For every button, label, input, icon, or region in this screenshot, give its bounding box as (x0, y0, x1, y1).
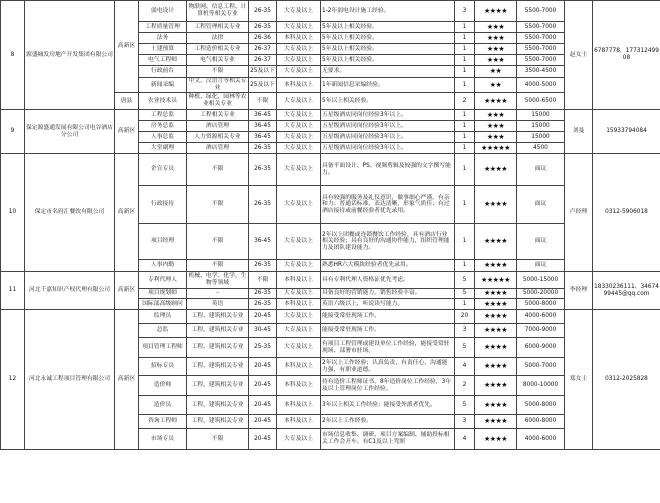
job-title: 工程质量管理 (139, 22, 187, 33)
company-number: 10 (1, 154, 25, 272)
job-major: 工程相关专业 (187, 110, 249, 121)
job-age: 25及以下 (249, 78, 277, 93)
job-age: 20-45 (249, 376, 277, 396)
job-rating: ★★★ (475, 44, 517, 55)
job-requirement: 五星级酒店同岗位经验3年以上。 (321, 110, 455, 121)
district: 高新区 (115, 110, 139, 154)
job-headcount: 1 (455, 132, 475, 143)
job-rating: ★★★★ (475, 415, 517, 429)
job-requirement: 5年及以上相关经验。 (321, 22, 455, 33)
job-rating: ★★★ (475, 132, 517, 143)
job-headcount: 5 (455, 289, 475, 299)
company-name: 源盛城发房地产开发集团有限公司 (25, 1, 115, 110)
table-row (1, 154, 660, 186)
job-salary: 6000-9000 (517, 338, 565, 358)
job-rating: ★★★★ (475, 224, 517, 260)
table-body (1, 1, 660, 450)
job-title: 工程总监 (139, 110, 187, 121)
job-requirement: 具有较强的服务及礼仪意识，做事细心严谨，有亲和力；普通话标准，表达清晰，形象气质佳；有过酒店接待或前餐经验者优先录用。 (321, 186, 455, 224)
job-salary: 5500-7000 (517, 44, 565, 55)
job-age: 26-37 (249, 55, 277, 66)
job-requirement: 具备平面设计、PS、视频剪辑及较强的文字撰写能力。 (321, 154, 455, 186)
job-major: 工程管理相关专业 (187, 22, 249, 33)
job-title: 项目规划师 (139, 289, 187, 299)
job-title: 人事内勤 (139, 260, 187, 272)
job-age: 26-35 (249, 289, 277, 299)
job-education: 大专及以上 (277, 186, 321, 224)
job-requirement: 能接受常驻现场工作。 (321, 310, 455, 324)
job-title: 造价员 (139, 396, 187, 415)
job-education: 本科及以上 (277, 415, 321, 429)
job-major: 工程造价相关专业 (187, 44, 249, 55)
job-education: 大专及以上 (277, 121, 321, 132)
job-requirement: 5年及以上相关经验。 (321, 33, 455, 44)
contact-person: 卢经理 (565, 154, 593, 272)
job-salary: 3500-4500 (517, 66, 565, 78)
job-rating: ★★★★ (475, 324, 517, 338)
job-rating: ★★★★ (475, 310, 517, 324)
job-requirement: 3年以上相关工作经验；能接受外派者优先。 (321, 396, 455, 415)
job-title: 项目经理 (139, 224, 187, 260)
job-rating: ★★★ (475, 110, 517, 121)
job-major: - (187, 289, 249, 299)
job-requirement: 五星级酒店同岗位经验3年以上。 (321, 132, 455, 143)
job-education: 本科及以上 (277, 299, 321, 310)
job-headcount: 2 (455, 93, 475, 110)
job-headcount: 1 (455, 299, 475, 310)
job-age: 不限 (249, 93, 277, 110)
job-rating: ★★★★ (475, 260, 517, 272)
job-major: 工程、建筑相关专业 (187, 415, 249, 429)
job-requirement: 1-2年弱电设计施工经验。 (321, 1, 455, 22)
job-age: 26-36 (249, 33, 277, 44)
job-requirement: 有项目工程管理或建设单位工作经验，能接受常驻现场、部署市驻场。 (321, 338, 455, 358)
job-headcount: 1 (455, 55, 475, 66)
job-headcount: 1 (455, 110, 475, 121)
job-headcount: 2 (455, 376, 475, 396)
job-age: 20-45 (249, 396, 277, 415)
job-salary: 面议 (517, 224, 565, 260)
job-requirement: 5年以上相关经验。 (321, 93, 455, 110)
job-salary: 15000 (517, 132, 565, 143)
job-major: 工程、建筑相关专业 (187, 324, 249, 338)
job-education: 大专及以上 (277, 224, 321, 260)
table-row (1, 1, 660, 22)
job-major: 电气相关专业 (187, 55, 249, 66)
job-headcount: 5 (455, 396, 475, 415)
job-requirement: 具备良好的营销能力，销售经验丰富。 (321, 289, 455, 299)
job-education: 本科及以上 (277, 376, 321, 396)
job-age: 25-35 (249, 338, 277, 358)
contact-phone: 15933794084 (593, 110, 660, 154)
job-headcount: 1 (455, 44, 475, 55)
district: 高新区 (115, 272, 139, 310)
job-rating: ★★★ (475, 22, 517, 33)
company-number: 8 (1, 1, 25, 110)
job-major: 物联网、信息工程、计算机等相关专业 (187, 1, 249, 22)
job-major: 不限 (187, 224, 249, 260)
job-requirement: 2年以上团餐或连锁餐饮工作经验，具有酒店行业相关经验；具有良好的沟通协作能力，组织管理能力及团队建设能力。 (321, 224, 455, 260)
job-rating: ★★★ (475, 121, 517, 132)
job-age: 20-45 (249, 310, 277, 324)
job-salary: 面议 (517, 154, 565, 186)
job-requirement: 具有专利代理人资格证优先考虑。 (321, 272, 455, 289)
job-rating: ★★ (475, 78, 517, 93)
job-major: 英语 (187, 299, 249, 310)
job-education: 本科及以上 (277, 33, 321, 44)
job-requirement: 五星级酒店同岗位经验3年以上。 (321, 143, 455, 154)
job-salary: 4000-5000 (517, 78, 565, 93)
job-title: 人事总监 (139, 132, 187, 143)
company-name: 河北永诚工程项目管理有限公司 (25, 310, 115, 450)
job-salary: 5000-20000 (517, 289, 565, 299)
job-title: 招标专员 (139, 358, 187, 376)
job-headcount: 3 (455, 1, 475, 22)
job-title: 弱电设计 (139, 1, 187, 22)
job-age: 30-45 (249, 324, 277, 338)
job-title: 总监 (139, 324, 187, 338)
job-title: 监理员 (139, 310, 187, 324)
contact-phone: 0312-2025828 (593, 310, 660, 450)
job-title: 新闻采编 (139, 78, 187, 93)
job-rating: ★★★★ (475, 1, 517, 22)
job-rating: ★★ (475, 66, 517, 78)
job-salary: 5500-7000 (517, 1, 565, 22)
job-requirement: 无要求。 (321, 66, 455, 78)
job-title: 法务 (139, 33, 187, 44)
job-requirement: 英语六级以上，听说读写能力。 (321, 299, 455, 310)
job-salary: 6000-8000 (517, 415, 565, 429)
job-education: 大专及以上 (277, 310, 321, 324)
job-title: 国际部高级顾问 (139, 299, 187, 310)
job-headcount: 3 (455, 324, 475, 338)
job-major: 酒店管理 (187, 143, 249, 154)
job-education: 大专及以上 (277, 289, 321, 299)
job-rating: ★★★★ (475, 289, 517, 299)
district: 高新区 (115, 1, 139, 93)
job-headcount: 5 (455, 338, 475, 358)
job-salary: 5500-7000 (517, 22, 565, 33)
job-title: 房务总监 (139, 121, 187, 132)
table-row (1, 110, 660, 121)
contact-person: 刘曼 (565, 110, 593, 154)
job-headcount: 1 (455, 22, 475, 33)
job-requirement: 能接受常驻现场工作。 (321, 324, 455, 338)
job-education: 大专及以上 (277, 22, 321, 33)
job-education: 大专及以上 (277, 260, 321, 272)
job-rating: ★★★★ (475, 154, 517, 186)
job-headcount: 1 (455, 143, 475, 154)
job-major: 工程、建筑相关专业 (187, 376, 249, 396)
job-major: 不限 (187, 154, 249, 186)
job-title: 土建预算 (139, 44, 187, 55)
job-education: 大专及以上 (277, 143, 321, 154)
job-major: 人力资源相关专业 (187, 132, 249, 143)
job-age: 25及以下 (249, 66, 277, 78)
job-education: 大专及以上 (277, 429, 321, 450)
job-requirement: 1年新闻信息采编经验。 (321, 78, 455, 93)
job-headcount: 4 (455, 358, 475, 376)
job-age: 不限 (249, 272, 277, 289)
company-number: 9 (1, 110, 25, 154)
job-major: 工程、建筑相关专业 (187, 338, 249, 358)
job-major: 不限 (187, 66, 249, 78)
company-number: 12 (1, 310, 25, 450)
job-major: 工程、建筑相关专业 (187, 396, 249, 415)
job-age: 36-45 (249, 110, 277, 121)
job-major: 不限 (187, 260, 249, 272)
job-age: 20-45 (249, 415, 277, 429)
job-headcount: 3 (455, 415, 475, 429)
job-age: 26-35 (249, 1, 277, 22)
job-salary: 面议 (517, 260, 565, 272)
job-headcount: 1 (455, 78, 475, 93)
job-education: 本科及以上 (277, 396, 321, 415)
company-name: 河北千嘉知识产权代理有限公司 (25, 272, 115, 310)
job-education: 大专及以上 (277, 154, 321, 186)
job-education: 本科及以上 (277, 272, 321, 289)
job-title: 企宣专员 (139, 154, 187, 186)
job-education: 大专及以上 (277, 1, 321, 22)
job-rating: ★★★ (475, 55, 517, 66)
job-age: 26-37 (249, 44, 277, 55)
job-rating: ★★★★ (475, 429, 517, 450)
job-title: 专利代理人 (139, 272, 187, 289)
job-age: 26-35 (249, 186, 277, 224)
job-rating: ★★★★ (475, 338, 517, 358)
job-requirement: 持有造价工程师证书，8年造价岗位工作经验，3年及以上管理岗位工作经验。 (321, 376, 455, 396)
job-age: 36-45 (249, 121, 277, 132)
job-salary: 4000-6000 (517, 310, 565, 324)
job-age: 26-35 (249, 154, 277, 186)
job-salary: 5000-7000 (517, 358, 565, 376)
job-requirement: 5年及以上相关经验。 (321, 55, 455, 66)
job-title: 行政接待 (139, 186, 187, 224)
job-rating: ★★★★ (475, 93, 517, 110)
job-age: 26-35 (249, 143, 277, 154)
job-requirement: 市场信息收集、调研、项目方案编制、辅助投标相关工作会开车、有C1及以上驾照 (321, 429, 455, 450)
job-rating: ★★★★ (475, 358, 517, 376)
job-major: 工程、建筑相关专业 (187, 310, 249, 324)
job-education: 大专及以上 (277, 66, 321, 78)
job-salary: 5000-8000 (517, 299, 565, 310)
job-major: 酒店管理 (187, 121, 249, 132)
job-headcount: 1 (455, 66, 475, 78)
job-age: 36-45 (249, 224, 277, 260)
job-headcount: 5 (455, 272, 475, 289)
job-requirement: 五星级酒店同岗位经验3年以上。 (321, 121, 455, 132)
job-education: 大专及以上 (277, 324, 321, 338)
job-education: 大专及以上 (277, 132, 321, 143)
job-salary: 15000 (517, 121, 565, 132)
job-major: 中文、汉语言等相关专业 (187, 78, 249, 93)
job-age: 36-45 (249, 132, 277, 143)
job-education: 大专及以上 (277, 55, 321, 66)
job-major: 种植、绿化、园林等农业相关专业 (187, 93, 249, 110)
job-headcount: 1 (455, 260, 475, 272)
job-rating: ★★★★★ (475, 272, 517, 289)
job-headcount: 1 (455, 33, 475, 44)
job-title: 大堂副理 (139, 143, 187, 154)
job-title: 电气工程师 (139, 55, 187, 66)
contact-phone: 6787778，17731249908 (593, 1, 660, 110)
contact-phone: 0312-5906018 (593, 154, 660, 272)
job-education: 本科及以上 (277, 78, 321, 93)
job-salary: 面议 (517, 186, 565, 224)
job-major: 不限 (187, 429, 249, 450)
company-name: 保定源盛通发展有限公司电谷酒店分公司 (25, 110, 115, 154)
job-title: 造价师 (139, 376, 187, 396)
job-major: 法律 (187, 33, 249, 44)
job-headcount: 20 (455, 310, 475, 324)
job-headcount: 1 (455, 154, 475, 186)
job-rating: ★★★★ (475, 396, 517, 415)
job-major: 工程、建筑相关专业 (187, 358, 249, 376)
job-salary: 5000-8000 (517, 396, 565, 415)
job-title: 市场专员 (139, 429, 187, 450)
job-requirement: 5年及以上相关经验。 (321, 44, 455, 55)
job-age: 20-45 (249, 358, 277, 376)
job-salary: 4500 (517, 143, 565, 154)
job-requirement: 2年以上工作经验；认真负责，有责任心，沟通能力强，有职业道德。 (321, 358, 455, 376)
job-requirement: 2年以上工作经验。 (321, 415, 455, 429)
table-row (1, 310, 660, 324)
job-rating: ★★★★ (475, 376, 517, 396)
table-row (1, 272, 660, 289)
contact-person: 李经理 (565, 272, 593, 310)
job-age: 26-35 (249, 299, 277, 310)
job-salary: 4000-6000 (517, 429, 565, 450)
job-salary: 15000 (517, 110, 565, 121)
job-age: 26-35 (249, 260, 277, 272)
job-title: 行政前台 (139, 66, 187, 78)
district: 唐县 (115, 93, 139, 110)
job-age: 26-35 (249, 22, 277, 33)
job-age: 20-45 (249, 429, 277, 450)
job-education: 大专及以上 (277, 110, 321, 121)
job-title: 咨询工程师 (139, 415, 187, 429)
job-salary: 5000-6500 (517, 93, 565, 110)
job-headcount: 4 (455, 429, 475, 450)
contact-person: 郑女士 (565, 310, 593, 450)
job-rating: ★★★★ (475, 186, 517, 224)
district: 高新区 (115, 154, 139, 272)
company-number: 11 (1, 272, 25, 310)
job-salary: 5500-7000 (517, 33, 565, 44)
job-title: 农业技术员 (139, 93, 187, 110)
job-salary: 8000-10000 (517, 376, 565, 396)
job-education: 大专及以上 (277, 93, 321, 110)
job-education: 大专及以上 (277, 44, 321, 55)
job-rating: ★★★★★ (475, 143, 517, 154)
job-education: 大专及以上 (277, 338, 321, 358)
job-salary: 7000-9000 (517, 324, 565, 338)
job-major: 不限 (187, 186, 249, 224)
job-title: 项目管理工程师 (139, 338, 187, 358)
contact-person: 赵女士 (565, 1, 593, 110)
job-salary: 5500-7000 (517, 55, 565, 66)
job-salary: 5000-15000 (517, 272, 565, 289)
job-headcount: 1 (455, 121, 475, 132)
job-requirement: 熟悉HR六大模块经验者优先录用。 (321, 260, 455, 272)
job-rating: ★★★ (475, 33, 517, 44)
job-education: 本科及以上 (277, 358, 321, 376)
job-headcount: 1 (455, 224, 475, 260)
job-rating: ★★★★ (475, 299, 517, 310)
job-major: 机械、电学、化学、生物等领域 (187, 272, 249, 289)
contact-phone: 18330236111、3467499445@qq.com (593, 272, 660, 310)
company-name: 保定市名府汇餐饮有限公司 (25, 154, 115, 272)
job-headcount: 1 (455, 186, 475, 224)
district: 高新区 (115, 310, 139, 450)
